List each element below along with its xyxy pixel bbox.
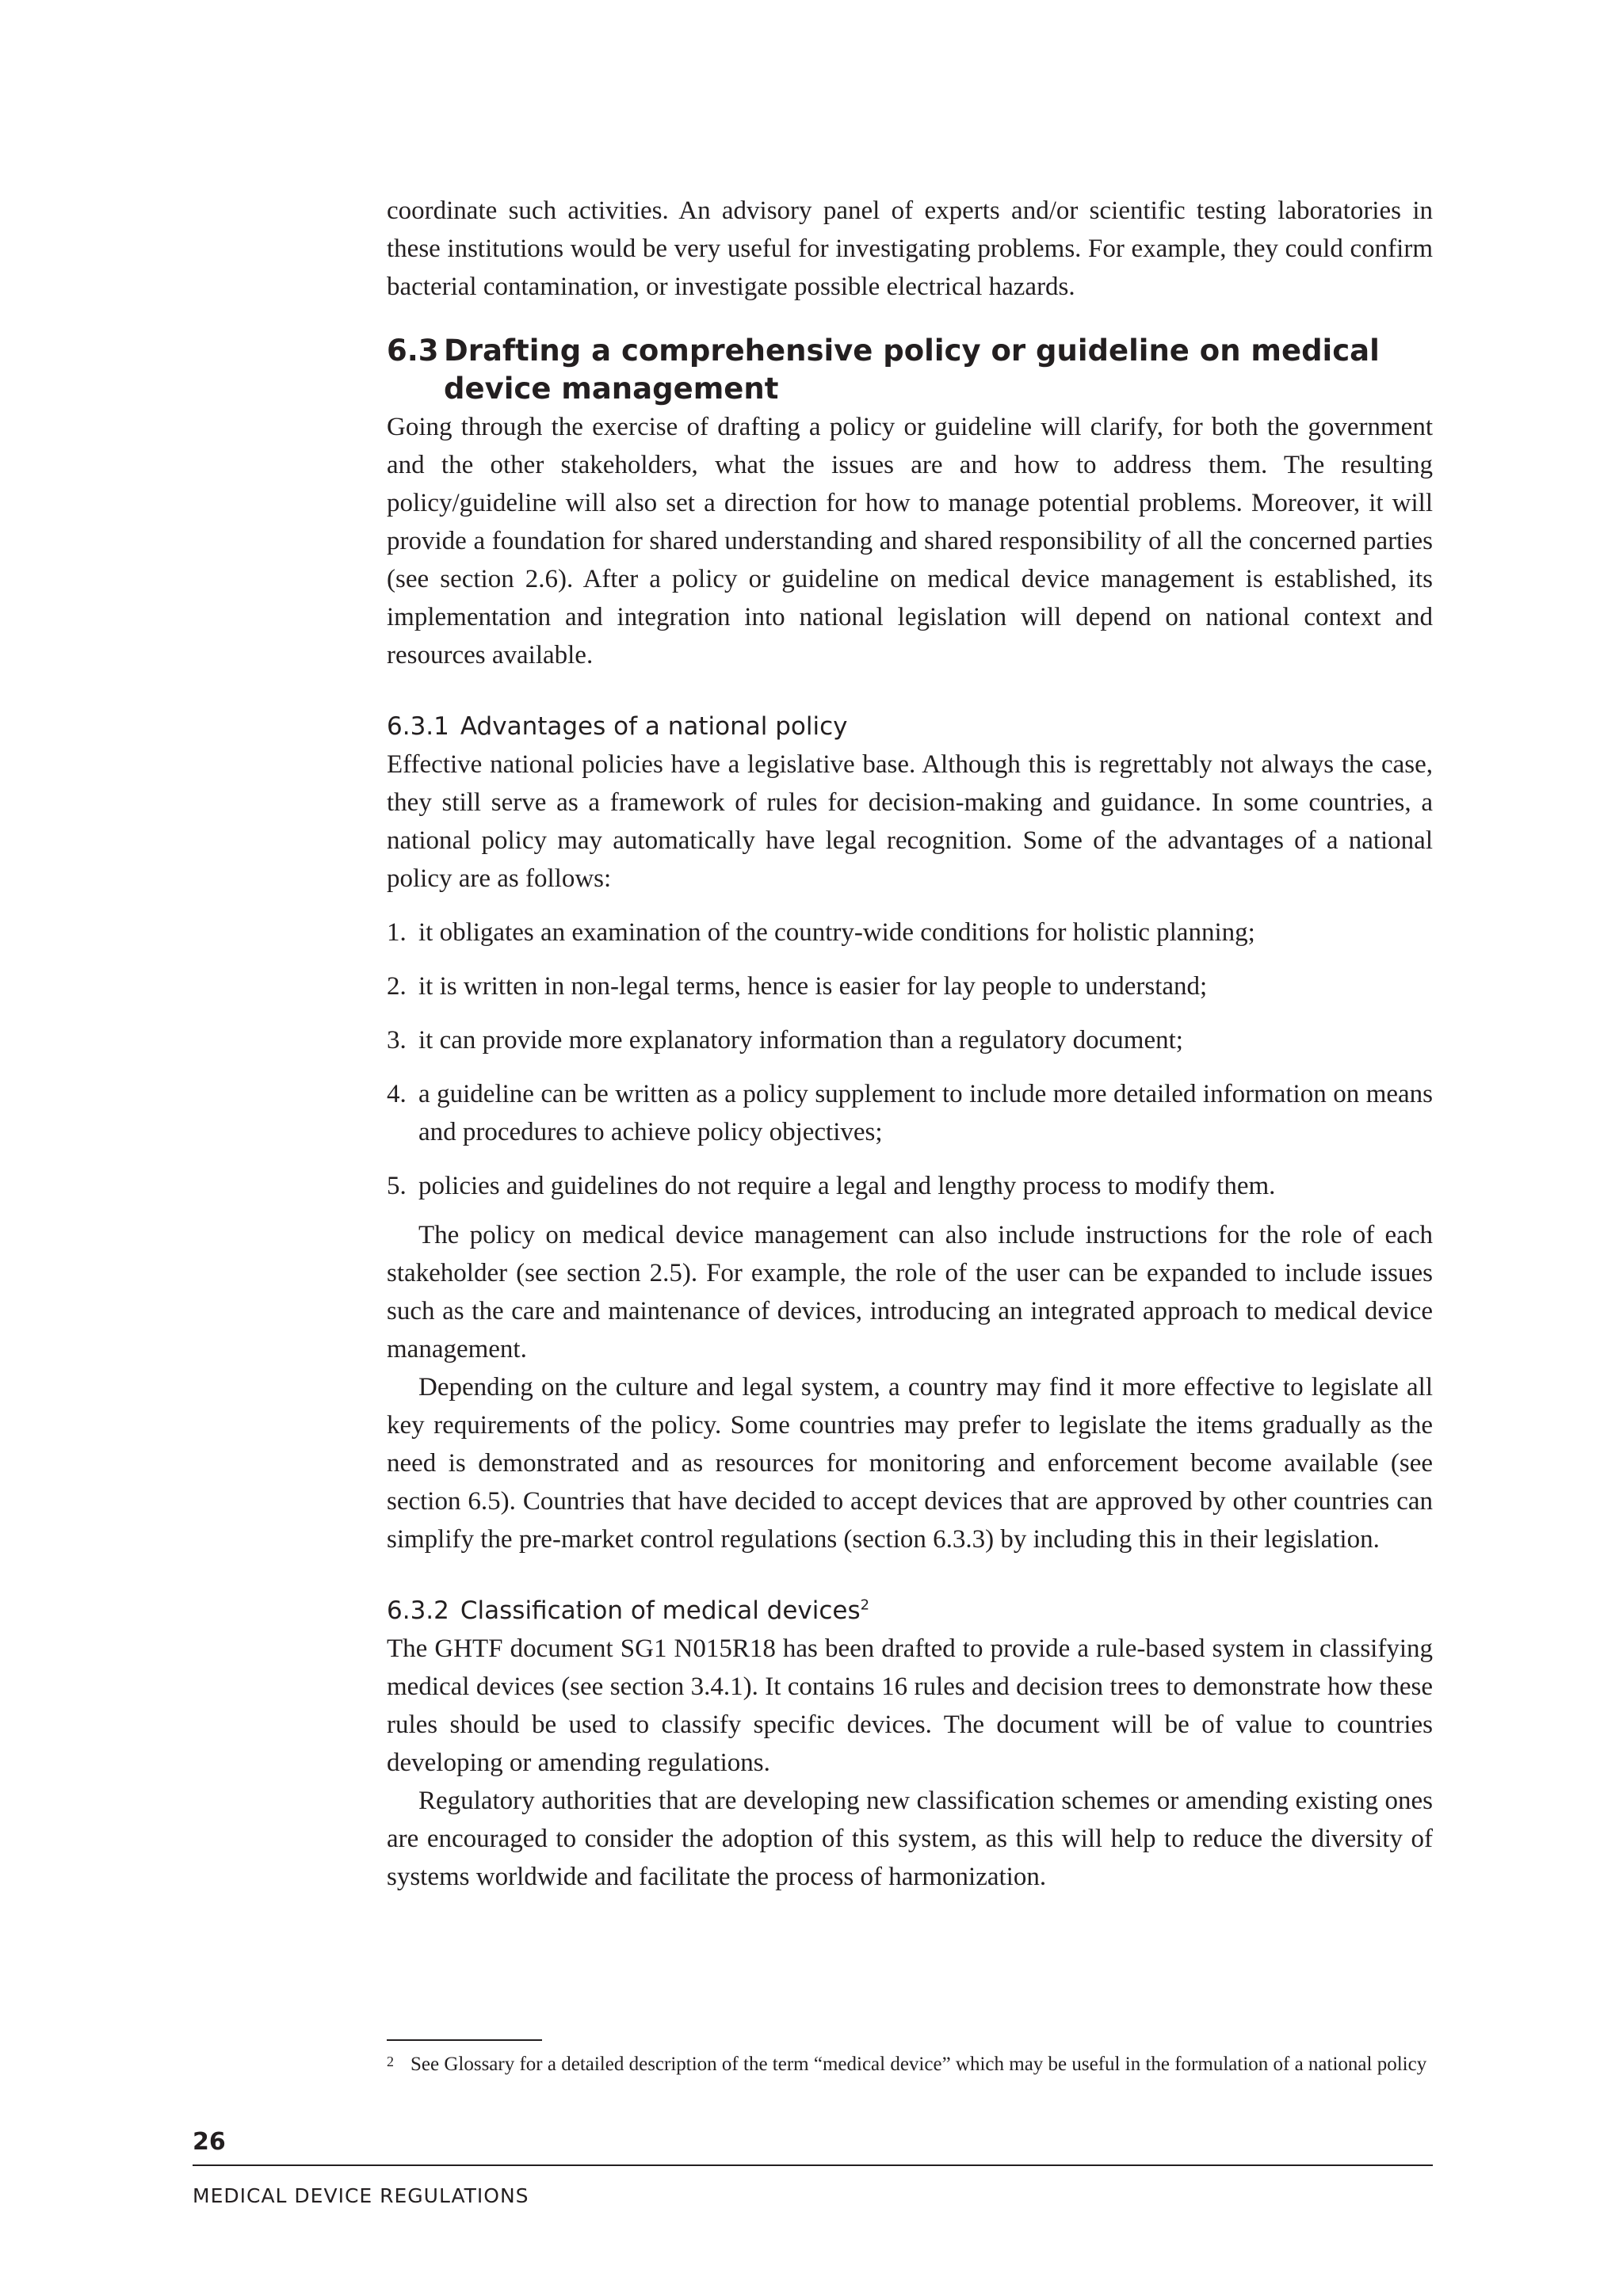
list-item-text: it can provide more explanatory information than a regulatory document;	[418, 1026, 1183, 1055]
page-number: 26	[193, 2128, 226, 2156]
list-item	[387, 967, 1433, 1005]
section-6-3-2-heading	[387, 1592, 1433, 1630]
section-6-3-1-paragraph: Effective national policies have a legislative base. Although this is regrettably not always the case, they still serve as a framework of rules for decision-making and guidance. In some countries, a national policy may automatically have legal recognition. Some of the advantages of a national policy are as follows:	[387, 750, 1433, 893]
section-6-3-1-paragraph-3: Depending on the culture and legal system, a country may find it more effective to legislate all key requirements of the policy. Some countries may prefer to legislate the items gradually as the need is demonstrated and as resources for monitoring and enforcement become available (see section 6.5). Countries that have decided to accept devices that are approved by other countries can simplify the pre-market control regulations (section 6.3.3) by including this in their legislation.	[387, 1373, 1433, 1554]
subsection-number: 6.3.2	[387, 1596, 449, 1625]
list-item-number: 5.	[387, 1172, 407, 1200]
intro-paragraph: coordinate such activities. An advisory panel of experts and/or scientific testing laboratories in these institutions would be very useful for investigating problems. For example, they could confirm bacterial contamination, or investigate possible electrical hazards.	[387, 196, 1433, 301]
list-item	[387, 1021, 1433, 1059]
footer-divider	[193, 2164, 1433, 2166]
list-item-text: it obligates an examination of the country-wide conditions for holistic planning;	[418, 918, 1255, 947]
footnote-text: See Glossary for a detailed description of the term “medical device” which may be useful in the formulation of a national policy	[411, 2054, 1427, 2075]
footnote-number: 2	[387, 2054, 394, 2069]
running-footer-title: MEDICAL DEVICE REGULATIONS	[193, 2184, 529, 2207]
list-item	[387, 1075, 1433, 1151]
subsection-title: Advantages of a national policy	[460, 712, 848, 741]
advantages-list	[387, 913, 1433, 1205]
list-item	[387, 1167, 1433, 1205]
list-item-number: 3.	[387, 1026, 407, 1055]
section-6-3-1-heading	[387, 707, 1433, 746]
list-item-text: it is written in non-legal terms, hence is easier for lay people to understand;	[418, 972, 1208, 1001]
subsection-title: Classification of medical devices	[460, 1596, 861, 1625]
list-item	[387, 913, 1433, 952]
main-content	[387, 192, 1433, 1896]
section-number: 6.3	[387, 334, 439, 368]
section-6-3-2-paragraph: The GHTF document SG1 N015R18 has been drafted to provide a rule-based system in classifying medical devices (see section 3.4.1). It contains 16 rules and decision trees to demonstrate how these rules should be used to classify specific devices. The document will be of value to countries developing or amending regulations.	[387, 1634, 1433, 1777]
section-6-3-1-paragraph-2: The policy on medical device management can also include instructions for the role of each stakeholder (see section 2.5). For example, the role of the user can be expanded to include issues such as the care and maintenance of devices, introducing an integrated approach to medical device management.	[387, 1221, 1433, 1363]
list-item-text: policies and guidelines do not require a legal and lengthy process to modify them.	[418, 1172, 1276, 1200]
list-item-number: 2.	[387, 972, 407, 1001]
list-item-number: 4.	[387, 1080, 407, 1108]
list-item-text: a guideline can be written as a policy supplement to include more detailed information on means and procedures to achieve policy objectives;	[418, 1080, 1433, 1146]
footnote	[387, 2052, 1433, 2077]
footnote-reference[interactable]: 2	[860, 1596, 870, 1614]
section-6-3-paragraph: Going through the exercise of drafting a policy or guideline will clarify, for both the government and the other stakeholders, what the issues are and how to address them. The resulting policy/guideline will also set a direction for how to manage potential problems. Moreover, it will provide a foundation for shared understanding and shared responsibility of all the concerned parties (see section 2.6). After a policy or guideline on medical device management is established, its implementation and integration into national legislation will depend on national context and resources available.	[387, 413, 1433, 669]
subsection-number: 6.3.1	[387, 712, 449, 741]
footnote-divider	[387, 2039, 542, 2041]
list-item-number: 1.	[387, 918, 407, 947]
section-title: Drafting a comprehensive policy or guideline on medical device management	[444, 334, 1380, 406]
section-6-3-2-paragraph-2: Regulatory authorities that are developing new classification schemes or amending existing ones are encouraged to consider the adoption of this system, as this will help to reduce the diversity of systems worldwide and facilitate the process of harmonization.	[387, 1787, 1433, 1891]
section-6-3-heading	[387, 332, 1433, 408]
